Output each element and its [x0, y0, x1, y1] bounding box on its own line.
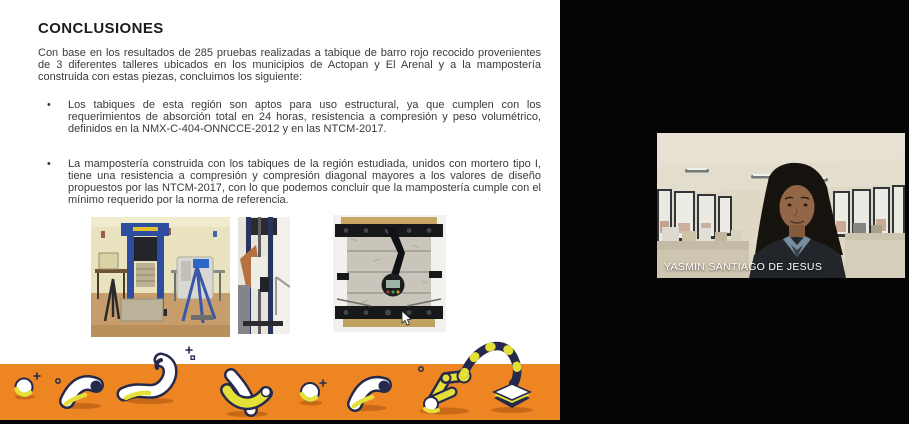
loading-frame-closeup-photo: [238, 217, 290, 334]
list-item: [47, 99, 541, 135]
participant-name-label: YASMIN SANTIAGO DE JESUS: [664, 261, 823, 273]
slide-intro-paragraph: Con base en los resultados de 285 pruebas realizadas a tabique de barro rojo recocido provenientes de 3 diferentes talleres ubicados en los municipios de Actopan y El Arenal y a la mampostería construida con estas piezas, concluimos los siguiente:: [38, 47, 541, 83]
compression-test-machine-photo: [91, 217, 230, 337]
diagonal-compression-specimen-photo: [333, 215, 446, 332]
mouse-cursor-icon: [401, 311, 413, 327]
bullet-text: La mampostería construida con los tabiques de la región estudiada, unidos con mortero tipo I, tiene una resistencia a compresión y compresión diagonal mayores a los valores de diseño propuestos por las NTCM-2017, con lo que podemos concluir que la mampostería cumple con el mínimo requerido por la norma de referencia.: [68, 158, 541, 206]
slide-title: CONCLUSIONES: [38, 20, 164, 37]
bullet-icon: •: [47, 158, 51, 170]
plus-sparkle-icon: [186, 347, 192, 353]
orange-footer-band: [0, 364, 560, 420]
webcam-video-frame: [657, 133, 905, 278]
bullet-icon: •: [47, 99, 51, 111]
bullet-text: Los tabiques de esta región son aptos para uso estructural, ya que cumplen con los requerimientos de absorción total en 24 horas, resistencia a compresión y peso volumétrico, definidos en la NMX-C-404-ONNCCE-2012 y en las NTCM-2017.: [68, 99, 541, 135]
webcam-video-tile[interactable]: [657, 133, 905, 278]
list-item: [47, 158, 541, 206]
conclusions-list: [47, 99, 541, 229]
